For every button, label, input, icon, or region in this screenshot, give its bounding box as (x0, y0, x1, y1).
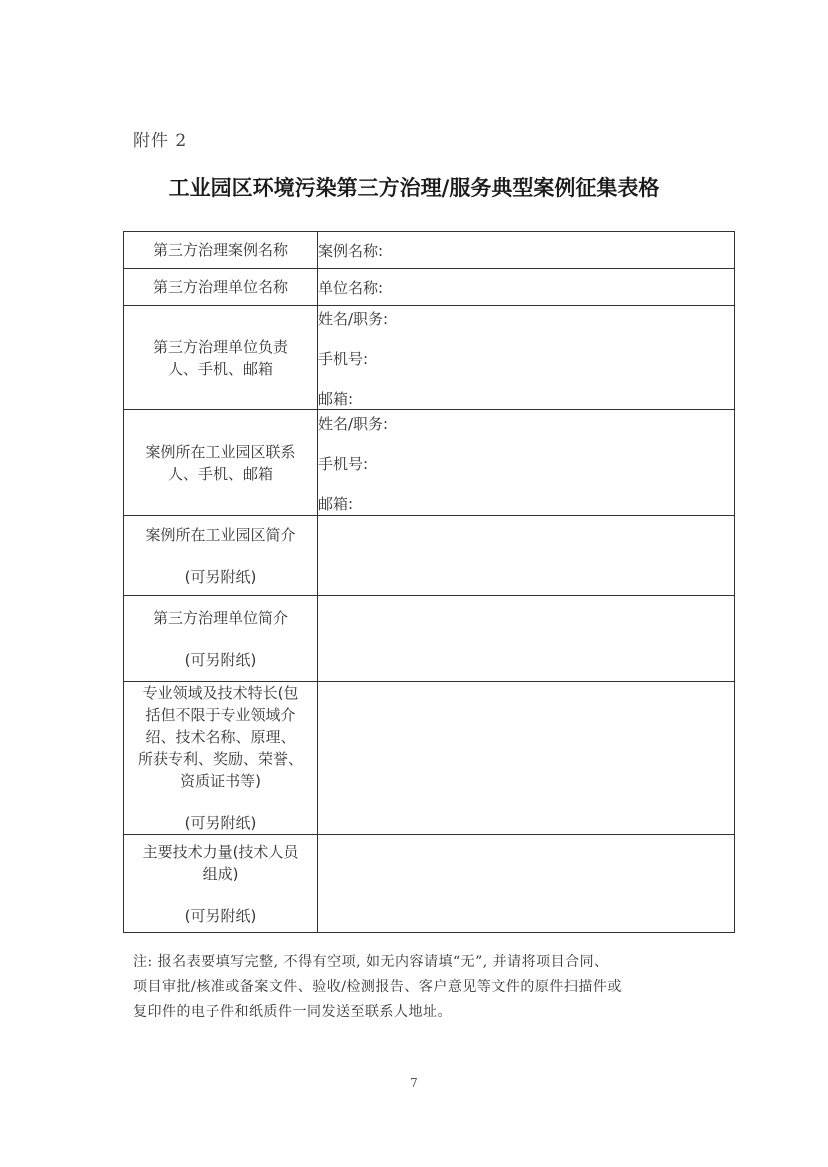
footnote-line: 复印件的电子件和纸质件一同发送至联系人地址。 (133, 1004, 452, 1020)
label-line: 资质证书等) (180, 772, 261, 790)
field-prompt: 案例名称: (318, 241, 384, 260)
label-line: 括但不限于专业领域介 (145, 706, 296, 724)
unit-intro-field[interactable] (318, 596, 735, 682)
attach-note: (可另附纸) (184, 906, 257, 925)
table-row (124, 232, 735, 269)
footnote (133, 950, 723, 1025)
attach-note: (可另附纸) (184, 650, 257, 669)
label-line: 案例所在工业园区联系 (145, 442, 296, 461)
name-title-prompt: 姓名/职务: (318, 309, 389, 328)
row-label: 第三方治理案例名称 (124, 232, 318, 269)
unit-contact-field[interactable] (318, 306, 735, 410)
label-line: 人、手机、邮箱 (167, 464, 273, 483)
attachment-label: 附件 2 (133, 131, 188, 151)
table-row (124, 269, 735, 306)
row-label (124, 516, 318, 596)
label-line: 第三方治理单位简介 (152, 608, 288, 627)
row-label (124, 306, 318, 410)
footnote-line: 注: 报名表要填写完整, 不得有空项, 如无内容请填“无”, 并请将项目合同、 (133, 954, 609, 970)
label-line: 第三方治理单位负责 (152, 337, 288, 356)
application-form-table (123, 231, 735, 933)
label-line: 人、手机、邮箱 (167, 359, 273, 378)
table-row (124, 516, 735, 596)
case-name-field[interactable] (318, 232, 735, 269)
park-intro-field[interactable] (318, 516, 735, 596)
table-row (124, 835, 735, 933)
table-row (124, 306, 735, 410)
phone-prompt: 手机号: (318, 454, 369, 473)
name-title-prompt: 姓名/职务: (318, 414, 389, 433)
table-row (124, 410, 735, 516)
label-line: 所获专利、奖励、荣誉、 (137, 750, 303, 768)
label-line: 组成) (202, 864, 239, 883)
email-prompt: 邮箱: (318, 389, 354, 408)
label-line: 案例所在工业园区简介 (145, 525, 296, 544)
label-line: 主要技术力量(技术人员 (142, 842, 299, 861)
row-label (124, 410, 318, 516)
footnote-line: 项目审批/核准或备案文件、验收/检测报告、客户意见等文件的原件扫描件或 (133, 979, 622, 995)
expertise-field[interactable] (318, 682, 735, 835)
row-label: 第三方治理单位名称 (124, 269, 318, 306)
table-row (124, 682, 735, 835)
row-label (124, 682, 318, 835)
unit-name-field[interactable] (318, 269, 735, 306)
attach-note: (可另附纸) (184, 814, 257, 832)
row-label (124, 596, 318, 682)
technical-staff-field[interactable] (318, 835, 735, 933)
form-title: 工业园区环境污染第三方治理/服务典型案例征集表格 (168, 175, 660, 200)
park-contact-field[interactable] (318, 410, 735, 516)
table-row (124, 596, 735, 682)
attach-note: (可另附纸) (184, 567, 257, 586)
email-prompt: 邮箱: (318, 494, 354, 513)
label-line: 绍、技术名称、原理、 (145, 728, 296, 746)
phone-prompt: 手机号: (318, 349, 369, 368)
field-prompt: 单位名称: (318, 278, 384, 297)
label-line: 专业领域及技术特长(包 (142, 684, 299, 702)
page-number: 7 (410, 1076, 418, 1090)
row-label (124, 835, 318, 933)
